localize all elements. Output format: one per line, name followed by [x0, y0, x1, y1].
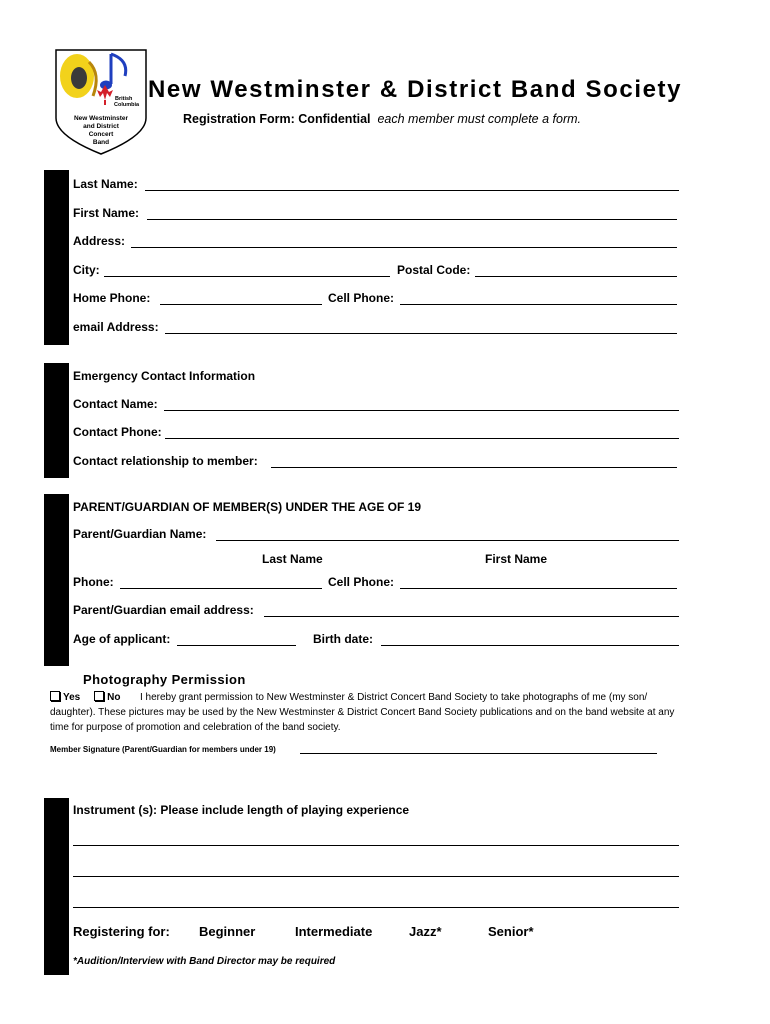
photo-permission-text — [50, 690, 690, 735]
home-phone-field[interactable] — [160, 304, 322, 305]
contact-name-field[interactable] — [164, 410, 679, 411]
option-jazz[interactable]: Jazz* — [409, 924, 442, 939]
registering-for-label: Registering for: — [73, 924, 170, 939]
band-logo — [53, 48, 149, 156]
birth-date-label: Birth date: — [313, 632, 373, 646]
contact-phone-field[interactable] — [165, 438, 679, 439]
photo-text-line1: I hereby grant permission to New Westminster & District Concert Band Society to take photographs of me (my son/ — [139, 692, 648, 703]
logo-text-british: British — [115, 96, 133, 102]
logo-text-columbia: Columbia — [114, 102, 140, 108]
guardian-email-label: Parent/Guardian email address: — [73, 603, 254, 617]
instrument-line-3[interactable] — [73, 907, 679, 908]
yes-label: Yes — [63, 692, 81, 703]
instrument-heading: Instrument (s): Please include length of playing experience — [73, 803, 410, 817]
city-field[interactable] — [104, 276, 390, 277]
last-name-field[interactable] — [145, 190, 679, 191]
signature-label: Member Signature (Parent/Guardian for members under 19) — [50, 745, 276, 754]
logo-text-4: Band — [92, 139, 110, 146]
guardian-name-field[interactable] — [216, 540, 679, 541]
no-label: No — [107, 692, 121, 703]
relationship-label: Contact relationship to member: — [73, 454, 258, 468]
subtitle-bold: Registration Form: Confidential — [183, 112, 371, 126]
photo-text-line2: daughter). These pictures may be used by the New Westminster & District Concert Band Society publications and on the band website at any — [50, 707, 675, 718]
option-beginner[interactable]: Beginner — [199, 924, 256, 939]
contact-phone-label: Contact Phone: — [73, 425, 162, 439]
first-name-field[interactable] — [147, 219, 677, 220]
home-phone-label: Home Phone: — [73, 291, 151, 305]
section-bar-member — [44, 170, 69, 345]
emergency-heading: Emergency Contact Information — [73, 369, 256, 383]
photo-heading: Photography Permission — [83, 672, 246, 687]
yes-option[interactable] — [50, 692, 80, 703]
instrument-line-2[interactable] — [73, 876, 679, 877]
contact-name-label: Contact Name: — [73, 397, 158, 411]
section-bar-guardian — [44, 494, 69, 666]
guardian-cell-phone-label: Cell Phone: — [328, 575, 395, 589]
logo-text-3: Concert — [88, 131, 114, 138]
audition-note: *Audition/Interview with Band Director may be required — [73, 956, 336, 967]
guardian-name-label: Parent/Guardian Name: — [73, 527, 207, 541]
guardian-cell-phone-field[interactable] — [400, 588, 677, 589]
cell-phone-label: Cell Phone: — [328, 291, 395, 305]
page-subtitle — [183, 112, 581, 126]
instrument-line-1[interactable] — [73, 845, 679, 846]
guardian-phone-field[interactable] — [120, 588, 322, 589]
signature-field[interactable] — [300, 753, 657, 754]
birth-date-field[interactable] — [381, 645, 679, 646]
address-field[interactable] — [131, 247, 677, 248]
cell-phone-field[interactable] — [400, 304, 677, 305]
logo-text-2: and District — [83, 123, 119, 130]
page-title: New Westminster & District Band Society — [148, 76, 683, 103]
no-option[interactable] — [94, 692, 120, 703]
address-label: Address: — [73, 234, 126, 248]
section-bar-instrument — [44, 798, 69, 975]
section-bar-emergency — [44, 363, 69, 478]
guardian-first-name-caption: First Name — [485, 552, 548, 566]
guardian-phone-label: Phone: — [73, 575, 114, 589]
postal-code-label: Postal Code: — [397, 263, 471, 277]
guardian-last-name-caption: Last Name — [262, 552, 323, 566]
email-field[interactable] — [165, 333, 677, 334]
last-name-label: Last Name: — [73, 177, 138, 191]
logo-text-1: New Westminster — [73, 115, 129, 122]
relationship-field[interactable] — [271, 467, 677, 468]
postal-code-field[interactable] — [475, 276, 677, 277]
option-senior[interactable]: Senior* — [488, 924, 534, 939]
first-name-label: First Name: — [73, 206, 140, 220]
age-field[interactable] — [177, 645, 296, 646]
email-label: email Address: — [73, 320, 159, 334]
subtitle-italic: each member must complete a form. — [377, 112, 581, 126]
age-label: Age of applicant: — [73, 632, 171, 646]
option-intermediate[interactable]: Intermediate — [295, 924, 373, 939]
guardian-heading: PARENT/GUARDIAN OF MEMBER(S) UNDER THE AGE OF 19 — [73, 500, 422, 514]
yes-checkbox[interactable] — [50, 691, 60, 701]
photo-text-line3: time for purpose of promotion and celebration of the band society. — [50, 722, 341, 733]
city-label: City: — [73, 263, 100, 277]
guardian-email-field[interactable] — [264, 616, 679, 617]
no-checkbox[interactable] — [94, 691, 104, 701]
